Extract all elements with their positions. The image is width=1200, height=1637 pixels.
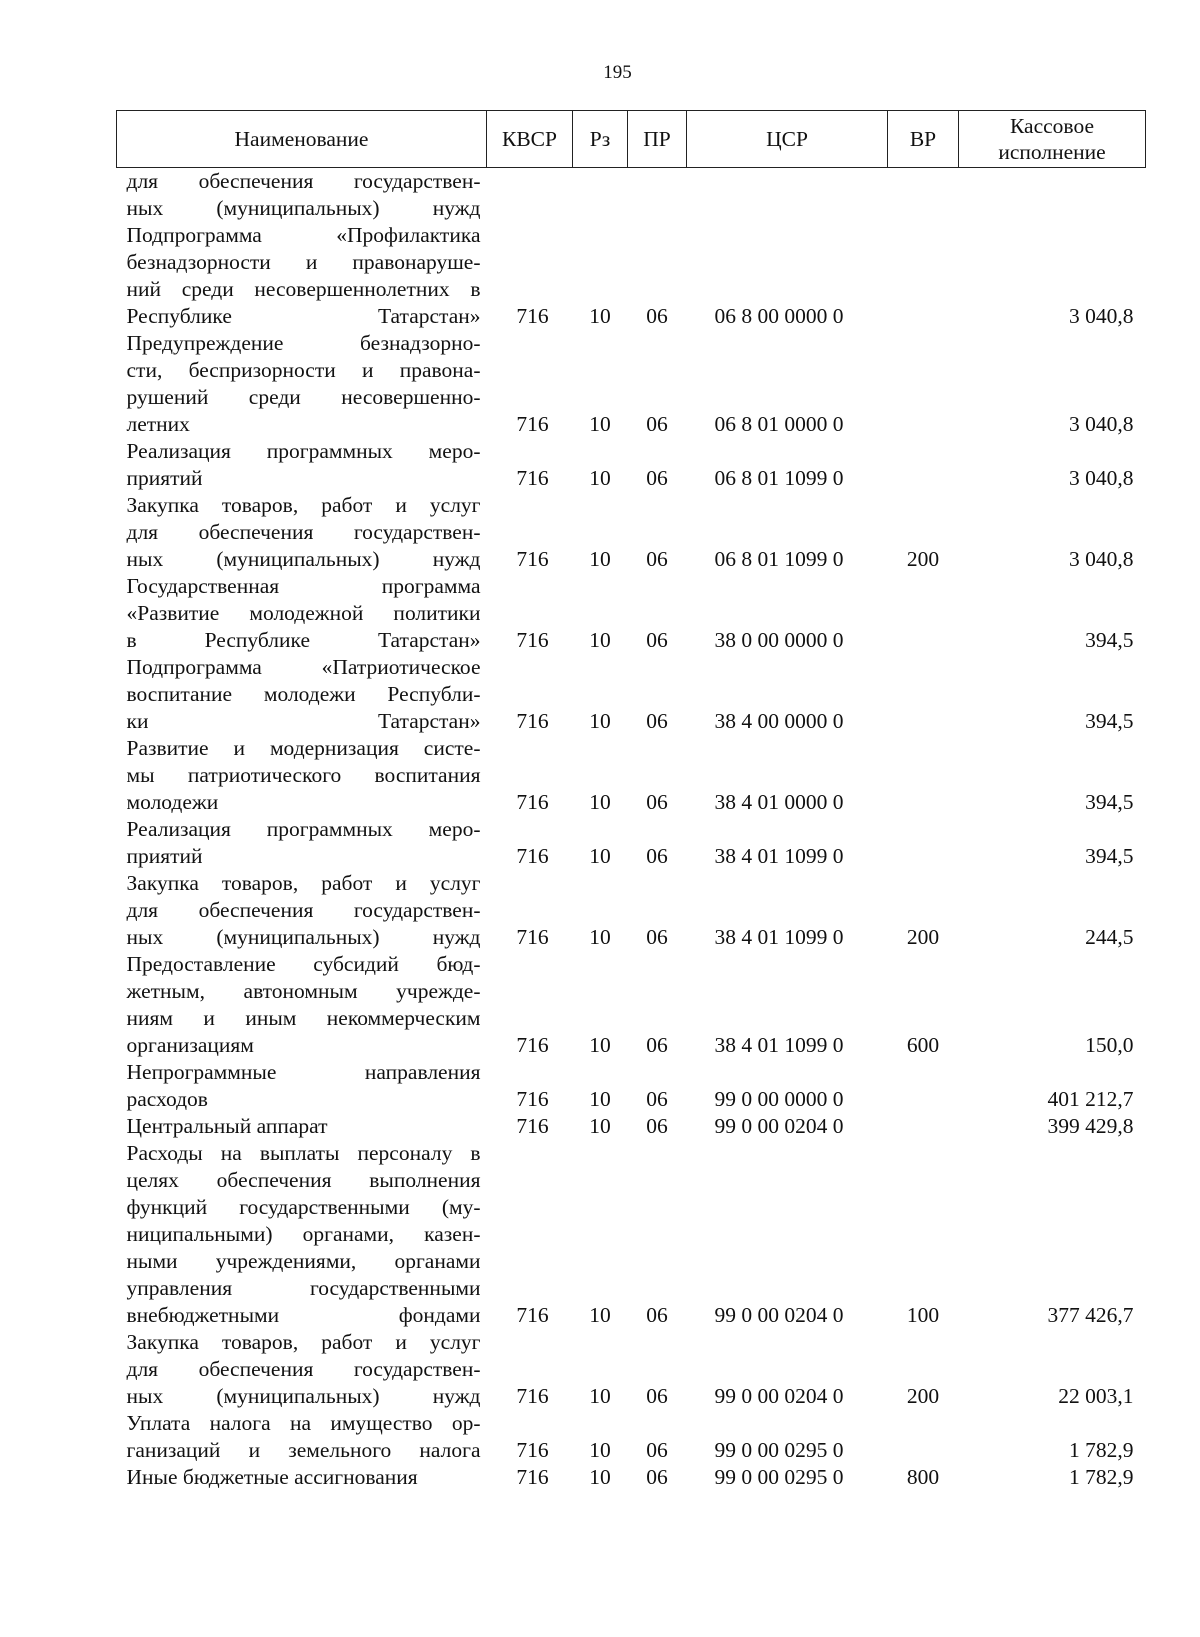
table-row bbox=[117, 735, 1146, 816]
header-name: Наименование bbox=[117, 111, 487, 168]
row-csr: 99 0 00 0295 0 bbox=[714, 1438, 844, 1462]
table-row bbox=[117, 222, 1146, 330]
row-name-line: летних bbox=[126, 412, 190, 436]
row-pr: 06 bbox=[646, 547, 668, 571]
row-name-line: приятий bbox=[126, 466, 203, 490]
row-name bbox=[117, 951, 487, 1059]
row-name-line: для обеспечения государствен- bbox=[126, 169, 481, 193]
row-ke bbox=[959, 168, 1146, 223]
row-rz: 10 bbox=[589, 1303, 611, 1327]
row-name bbox=[117, 1059, 487, 1113]
row-ke: 1 782,9 bbox=[1069, 1438, 1134, 1462]
header-cash-execution-line2: исполнение bbox=[998, 140, 1106, 164]
row-name-line: ниям и иным некоммерческим bbox=[126, 1006, 481, 1030]
row-name-line: жетным, автономным учрежде- bbox=[126, 979, 481, 1003]
table-row bbox=[117, 1464, 1146, 1491]
table-row bbox=[117, 438, 1146, 492]
row-pr: 06 bbox=[646, 466, 668, 490]
row-vr bbox=[888, 654, 959, 735]
row-name-line: Реализация программных меро- bbox=[126, 817, 481, 841]
row-name-line: молодежи bbox=[126, 790, 219, 814]
header-pr: ПР bbox=[628, 111, 687, 168]
row-name-line: ных (муниципальных) нужд bbox=[126, 925, 481, 949]
table-row bbox=[117, 654, 1146, 735]
row-csr: 38 4 01 0000 0 bbox=[714, 790, 844, 814]
row-vr bbox=[888, 330, 959, 438]
row-pr: 06 bbox=[646, 304, 668, 328]
row-name-line: Подпрограмма «Профилактика bbox=[126, 223, 481, 247]
row-csr: 99 0 00 0204 0 bbox=[714, 1384, 844, 1408]
table-row bbox=[117, 1410, 1146, 1464]
row-name bbox=[117, 816, 487, 870]
row-csr: 06 8 00 0000 0 bbox=[714, 304, 844, 328]
row-name-line: Уплата налога на имущество ор- bbox=[126, 1411, 481, 1435]
row-name-line: Иные бюджетные ассигнования bbox=[126, 1465, 418, 1489]
row-pr: 06 bbox=[646, 844, 668, 868]
row-rz: 10 bbox=[589, 412, 611, 436]
row-vr: 200 bbox=[906, 1384, 940, 1408]
table-row bbox=[117, 330, 1146, 438]
row-kvsr: 716 bbox=[516, 790, 549, 814]
row-name-line: Республике Татарстан» bbox=[126, 304, 481, 328]
row-ke: 244,5 bbox=[1085, 925, 1134, 949]
row-rz: 10 bbox=[589, 1465, 611, 1489]
row-name bbox=[117, 438, 487, 492]
row-csr: 38 4 01 1099 0 bbox=[714, 844, 844, 868]
row-ke: 22 003,1 bbox=[1058, 1384, 1134, 1408]
row-name-line: Закупка товаров, работ и услуг bbox=[126, 1330, 481, 1354]
row-kvsr: 716 bbox=[516, 1303, 549, 1327]
row-ke: 1 782,9 bbox=[1069, 1465, 1134, 1489]
row-rz: 10 bbox=[589, 628, 611, 652]
row-name-line: безнадзорности и правонаруше- bbox=[126, 250, 481, 274]
row-kvsr: 716 bbox=[516, 412, 549, 436]
row-name bbox=[117, 735, 487, 816]
row-name-line: ний среди несовершеннолетних в bbox=[126, 277, 481, 301]
table-row bbox=[117, 1329, 1146, 1410]
row-name bbox=[117, 870, 487, 951]
row-csr: 06 8 01 0000 0 bbox=[714, 412, 844, 436]
row-rz: 10 bbox=[589, 1384, 611, 1408]
header-cash-execution bbox=[959, 111, 1146, 168]
header-rz: Рз bbox=[573, 111, 628, 168]
row-rz: 10 bbox=[589, 844, 611, 868]
row-name bbox=[117, 1113, 487, 1140]
row-name-line: Закупка товаров, работ и услуг bbox=[126, 493, 481, 517]
row-name-line: ниципальными) органами, казен- bbox=[126, 1222, 481, 1246]
row-name bbox=[117, 330, 487, 438]
row-name-line: для обеспечения государствен- bbox=[126, 520, 481, 544]
row-kvsr: 716 bbox=[516, 1438, 549, 1462]
row-name-line: организациям bbox=[126, 1033, 254, 1057]
page-number: 195 bbox=[603, 62, 632, 83]
row-name-line: Развитие и модернизация систе- bbox=[126, 736, 481, 760]
row-name-line: сти, беспризорности и правона- bbox=[126, 358, 481, 382]
row-name-line: ных (муниципальных) нужд bbox=[126, 547, 481, 571]
row-kvsr bbox=[487, 168, 573, 223]
row-vr: 600 bbox=[906, 1033, 940, 1057]
row-name bbox=[117, 222, 487, 330]
row-name-line: Непрограммные направления bbox=[126, 1060, 481, 1084]
row-name-line: приятий bbox=[126, 844, 203, 868]
row-pr: 06 bbox=[646, 1465, 668, 1489]
row-name-line: ных (муниципальных) нужд bbox=[126, 1384, 481, 1408]
header-kvsr: КВСР bbox=[487, 111, 573, 168]
row-vr bbox=[888, 573, 959, 654]
row-pr bbox=[628, 168, 687, 223]
row-rz bbox=[573, 168, 628, 223]
table-row bbox=[117, 1059, 1146, 1113]
row-kvsr: 716 bbox=[516, 1384, 549, 1408]
row-name-line: Государственная программа bbox=[126, 574, 481, 598]
row-csr: 06 8 01 1099 0 bbox=[714, 466, 844, 490]
row-name bbox=[117, 1140, 487, 1329]
row-name-line: Предупреждение безнадзорно- bbox=[126, 331, 481, 355]
row-kvsr: 716 bbox=[516, 547, 549, 571]
row-vr bbox=[888, 1059, 959, 1113]
row-kvsr: 716 bbox=[516, 1087, 549, 1111]
row-pr: 06 bbox=[646, 1033, 668, 1057]
row-name-line: для обеспечения государствен- bbox=[126, 1357, 481, 1381]
table-row bbox=[117, 870, 1146, 951]
row-name-line: функций государственными (му- bbox=[126, 1195, 481, 1219]
row-rz: 10 bbox=[589, 790, 611, 814]
table-row bbox=[117, 492, 1146, 573]
row-ke: 399 429,8 bbox=[1047, 1114, 1134, 1138]
table-row bbox=[117, 951, 1146, 1059]
row-vr: 200 bbox=[906, 925, 940, 949]
row-pr: 06 bbox=[646, 1087, 668, 1111]
row-name bbox=[117, 654, 487, 735]
row-pr: 06 bbox=[646, 412, 668, 436]
row-pr: 06 bbox=[646, 925, 668, 949]
row-csr: 38 4 00 0000 0 bbox=[714, 709, 844, 733]
row-name-line: Подпрограмма «Патриотическое bbox=[126, 655, 481, 679]
row-vr bbox=[888, 735, 959, 816]
header-cash-execution-line1: Кассовое bbox=[1010, 114, 1094, 138]
row-name-line: рушений среди несовершенно- bbox=[126, 385, 481, 409]
budget-table bbox=[116, 110, 1146, 1491]
row-name-line: целях обеспечения выполнения bbox=[126, 1168, 481, 1192]
row-name-line: расходов bbox=[126, 1087, 208, 1111]
row-rz: 10 bbox=[589, 547, 611, 571]
row-csr: 99 0 00 0204 0 bbox=[714, 1303, 844, 1327]
row-ke: 377 426,7 bbox=[1047, 1303, 1134, 1327]
row-csr bbox=[687, 168, 888, 223]
row-name-line: ными учреждениями, органами bbox=[126, 1249, 481, 1273]
row-pr: 06 bbox=[646, 1303, 668, 1327]
row-name-line: ных (муниципальных) нужд bbox=[126, 196, 481, 220]
row-ke: 401 212,7 bbox=[1047, 1087, 1134, 1111]
row-name-line: Расходы на выплаты персоналу в bbox=[126, 1141, 481, 1165]
row-csr: 99 0 00 0295 0 bbox=[714, 1465, 844, 1489]
row-kvsr: 716 bbox=[516, 1033, 549, 1057]
row-name-line: в Республике Татарстан» bbox=[126, 628, 481, 652]
row-name bbox=[117, 1410, 487, 1464]
row-kvsr: 716 bbox=[516, 709, 549, 733]
row-rz: 10 bbox=[589, 925, 611, 949]
row-vr: 800 bbox=[906, 1465, 940, 1489]
row-vr bbox=[888, 1410, 959, 1464]
row-name bbox=[117, 492, 487, 573]
row-name-line: внебюджетными фондами bbox=[126, 1303, 481, 1327]
row-kvsr: 716 bbox=[516, 628, 549, 652]
row-vr bbox=[888, 438, 959, 492]
row-csr: 06 8 01 1099 0 bbox=[714, 547, 844, 571]
row-name-line: для обеспечения государствен- bbox=[126, 898, 481, 922]
row-kvsr: 716 bbox=[516, 466, 549, 490]
row-name-line: ганизаций и земельного налога bbox=[126, 1438, 481, 1462]
row-kvsr: 716 bbox=[516, 304, 549, 328]
row-ke: 394,5 bbox=[1085, 628, 1134, 652]
row-rz: 10 bbox=[589, 1114, 611, 1138]
row-ke: 3 040,8 bbox=[1069, 466, 1134, 490]
row-csr: 99 0 00 0204 0 bbox=[714, 1114, 844, 1138]
row-name-line: Центральный аппарат bbox=[126, 1114, 328, 1138]
header-csr: ЦСР bbox=[687, 111, 888, 168]
header-vr: ВР bbox=[888, 111, 959, 168]
row-ke: 3 040,8 bbox=[1069, 412, 1134, 436]
row-pr: 06 bbox=[646, 1384, 668, 1408]
row-rz: 10 bbox=[589, 1087, 611, 1111]
row-pr: 06 bbox=[646, 1114, 668, 1138]
table-row bbox=[117, 816, 1146, 870]
row-name-line: Закупка товаров, работ и услуг bbox=[126, 871, 481, 895]
row-pr: 06 bbox=[646, 1438, 668, 1462]
row-name-line: «Развитие молодежной политики bbox=[126, 601, 481, 625]
table-row bbox=[117, 168, 1146, 223]
table-header bbox=[117, 111, 1146, 168]
row-rz: 10 bbox=[589, 304, 611, 328]
row-rz: 10 bbox=[589, 466, 611, 490]
row-pr: 06 bbox=[646, 790, 668, 814]
row-csr: 99 0 00 0000 0 bbox=[714, 1087, 844, 1111]
table-body bbox=[117, 168, 1146, 1492]
row-name-line: Предоставление субсидий бюд- bbox=[126, 952, 481, 976]
row-kvsr: 716 bbox=[516, 1465, 549, 1489]
row-vr: 200 bbox=[906, 547, 940, 571]
row-csr: 38 4 01 1099 0 bbox=[714, 925, 844, 949]
row-name-line: управления государственными bbox=[126, 1276, 481, 1300]
row-name bbox=[117, 573, 487, 654]
row-vr: 100 bbox=[906, 1303, 940, 1327]
row-rz: 10 bbox=[589, 1033, 611, 1057]
row-csr: 38 0 00 0000 0 bbox=[714, 628, 844, 652]
table-row bbox=[117, 573, 1146, 654]
row-ke: 3 040,8 bbox=[1069, 304, 1134, 328]
row-ke: 3 040,8 bbox=[1069, 547, 1134, 571]
row-csr: 38 4 01 1099 0 bbox=[714, 1033, 844, 1057]
row-vr bbox=[888, 1113, 959, 1140]
table-row bbox=[117, 1140, 1146, 1329]
row-ke: 394,5 bbox=[1085, 790, 1134, 814]
row-ke: 394,5 bbox=[1085, 844, 1134, 868]
row-vr bbox=[888, 222, 959, 330]
row-pr: 06 bbox=[646, 628, 668, 652]
row-kvsr: 716 bbox=[516, 1114, 549, 1138]
row-name-line: воспитание молодежи Республи- bbox=[126, 682, 481, 706]
row-ke: 150,0 bbox=[1085, 1033, 1134, 1057]
row-kvsr: 716 bbox=[516, 925, 549, 949]
row-name bbox=[117, 1464, 487, 1491]
row-vr bbox=[888, 816, 959, 870]
row-name-line: ки Татарстан» bbox=[126, 709, 481, 733]
row-rz: 10 bbox=[589, 709, 611, 733]
row-name bbox=[117, 168, 487, 223]
row-name bbox=[117, 1329, 487, 1410]
row-rz: 10 bbox=[589, 1438, 611, 1462]
row-vr bbox=[888, 168, 959, 223]
row-name-line: Реализация программных меро- bbox=[126, 439, 481, 463]
row-pr: 06 bbox=[646, 709, 668, 733]
row-kvsr: 716 bbox=[516, 844, 549, 868]
row-name-line: мы патриотического воспитания bbox=[126, 763, 481, 787]
table-row bbox=[117, 1113, 1146, 1140]
row-ke: 394,5 bbox=[1085, 709, 1134, 733]
